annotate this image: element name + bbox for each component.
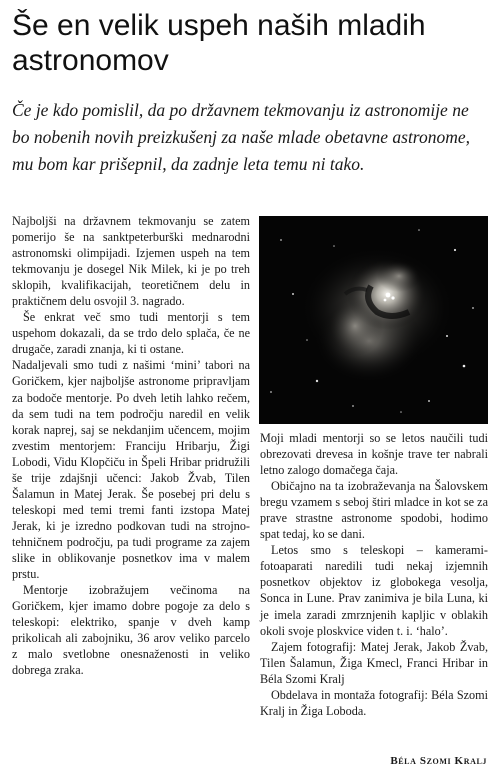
body-paragraph: Letos smo s teleskopi – kamerami-fotoaparati naredili tudi nekaj izjemnih posnetkov objektov iz globokega vesolja, Sonca in Lune. Prav zanimiva je bila Luna, ki je imela zaradi zmrznjenih kapljic v oblakih okoli svoje ploskvice viden t. i. ‘halo’. [260, 543, 488, 638]
nebula-image [259, 216, 488, 424]
body-paragraph: Mentorje izobražujem večinoma na Goričkem, kjer imamo dobre pogoje za delo s teleskopi: elektriko, spanje v dveh kamp prikolicah ali zabojniku, 36 arov veliko parcelo z malo svetlobne onesnaženosti in veliko dobrega zraka. [12, 583, 250, 678]
right-column [260, 430, 488, 719]
body-paragraph: Obdelava in montaža fotografij: Béla Szomi Kralj in Žiga Loboda. [260, 687, 488, 718]
article-lead: Če je kdo pomislil, da po državnem tekmovanju iz astronomije ne bo nobenih novih preizkušenj za naše mlade obetavne astronome, mu bom kar prišepnil, da zadnje leta temu ni tako. [12, 100, 470, 174]
body-paragraph: Običajno na ta izobraževanja na Šalovskem bregu vzamem s seboj štiri mladce in kot se za prave strastne astronome spodobi, hodimo spat tedaj, ko se dani. [260, 479, 488, 542]
article-title: Še en velik uspeh naših mladih astronomov [12, 9, 426, 77]
body-paragraph: Zajem fotografij: Matej Jerak, Jakob Žvab, Tilen Šalamun, Žiga Kmecl, Franci Hribar in Béla Szomi Kralj [260, 639, 488, 686]
body-paragraph: Moji mladi mentorji so se letos naučili tudi obrezovati drevesa in košnje trave ter nabrali letno zalogo domačega čaja. [260, 431, 488, 478]
body-paragraph: Nadaljevali smo tudi z našimi ‘mini’ tabori na Goričkem, kjer najboljše astronome pripravljam za bodoče mentorje. Po dveh letih lahko rečem, da sem tudi na tem področju naredil en velik korak naprej, saj se nekdanjim učencem, mojim zvestim mentorjem: Franciju Hribarju, Žigi Lobodi, Vidu Klopčiču in Špeli Hribar pridružili še trije zdajšnji učenci: Jakob Žvab, Tilen Šalamun in Matej Jerak. Še posebej pri delu s teleskopi med temi tremi fanti izstopa Matej Jerak, ki je izredno podkovan tudi na strojno-tehničnem področju, pa tudi programe za zajem slike in oblikovanje posnetkov ima v malem prstu. [12, 358, 250, 582]
left-column [12, 213, 250, 678]
body-paragraph: Še enkrat več smo tudi mentorji s tem uspehom dokazali, da se trdo delo splača, če ne drugače, zaradi znanja, ki ti ostane. [12, 310, 250, 357]
body-paragraph: Najboljši na državnem tekmovanju se zatem pomerijo še na sanktpeterburški mednarodni astronomski olimpijadi. Izjemen uspeh na tem tekmovanju je dosegel Nik Milek, ki je po treh sklopih, kvalifikacijah, teoretičnem delu in praktičnem delu osvojil 3. nagrado. [12, 214, 250, 309]
nebula-photo [259, 216, 488, 424]
author-byline: Béla Szomi Kralj [390, 755, 487, 767]
